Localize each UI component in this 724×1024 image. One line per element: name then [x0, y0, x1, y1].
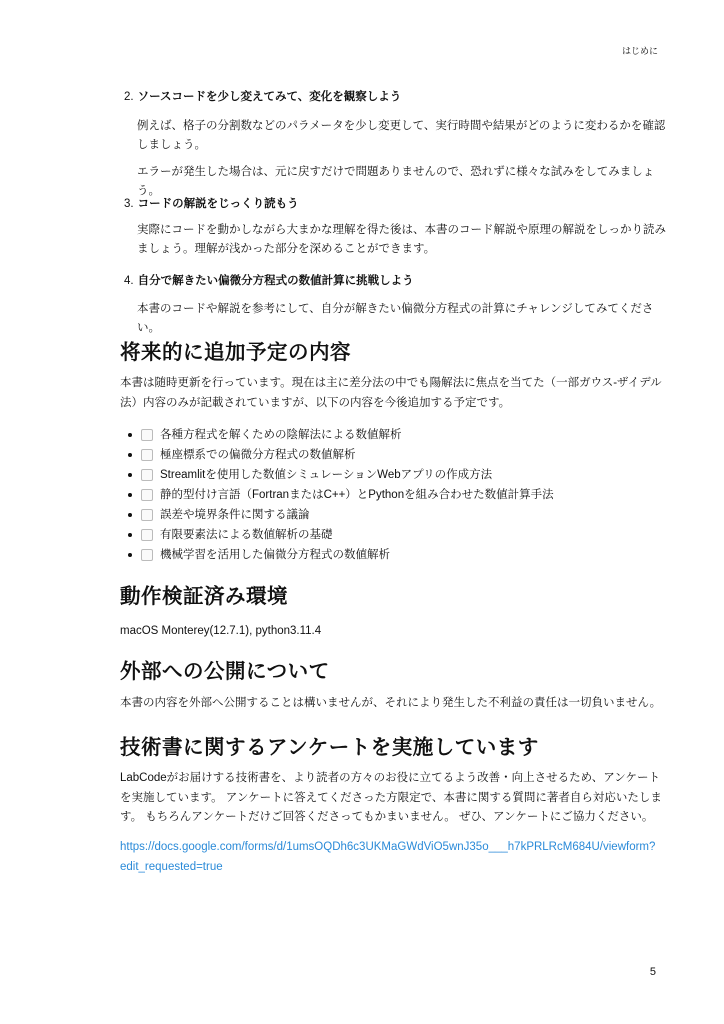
step-2-paragraph-1: 例えば、格子の分割数などのパラメータを少し変更して、実行時間や結果がどのように変わるかを確認しましょう。: [137, 120, 666, 151]
checkbox[interactable]: [141, 529, 153, 541]
env-heading: 動作検証済み環境: [120, 585, 288, 608]
step-4-title: [124, 272, 414, 288]
step-2-title: [124, 88, 401, 104]
future-heading: 将来的に追加予定の内容: [120, 341, 351, 364]
env-text: macOS Monterey(12.7.1), python3.11.4: [120, 625, 322, 637]
survey-text: LabCodeがお届けする技術書を、より読者の方々のお役に立てるよう改善・向上させるため、アンケートを実施しています。 アンケートに答えてくださった方限定で、本書に関する質問に著者自ら対応いたします。 もちろんアンケートだけご回答くださってもかまいません。 ぜひ、アンケートにご協力ください。: [120, 772, 662, 823]
step-title: 自分で解きたい偏微分方程式の数値計算に挑戦しよう: [137, 275, 414, 287]
step-3-paragraph: 実際にコードを動かしながら大まかな理解を得た後は、本書のコード解説や原理の解説をしっかり読みましょう。理解が浅かった部分を深めることができます。: [137, 224, 666, 255]
checkbox[interactable]: [141, 429, 153, 441]
list-item: [128, 485, 554, 505]
step-title: ソースコードを少し変えてみて、変化を観察しよう: [137, 91, 402, 103]
step-title: コードの解説をじっくり読もう: [137, 198, 299, 210]
list-item-label: 各種方程式を解くための陰解法による数値解析: [160, 429, 402, 441]
survey-link-line-2[interactable]: edit_requested=true: [120, 860, 223, 873]
future-list: [128, 425, 554, 565]
step-number: 4.: [124, 275, 134, 287]
bullet-icon: [128, 433, 132, 437]
checkbox[interactable]: [141, 549, 153, 561]
publish-heading: 外部への公開について: [120, 660, 330, 683]
list-item: [128, 425, 554, 445]
bullet-icon: [128, 473, 132, 477]
step-3-title: [124, 195, 299, 211]
list-item: [128, 505, 554, 525]
list-item-label: 極座標系での偏微分方程式の数値解析: [160, 449, 356, 461]
bullet-icon: [128, 453, 132, 457]
running-header: はじめに: [621, 46, 658, 56]
survey-link[interactable]: [120, 838, 670, 877]
future-intro: 本書は随時更新を行っています。現在は主に差分法の中でも陽解法に焦点を当てた（一部ガウス-ザイデル法）内容のみが記載されていますが、以下の内容を今後追加する予定です。: [120, 377, 662, 409]
list-item-label: 機械学習を活用した偏微分方程式の数値解析: [160, 549, 390, 561]
step-4-paragraph: 本書のコードや解説を参考にして、自分が解きたい偏微分方程式の計算にチャレンジしてみてください。: [137, 303, 654, 334]
list-item: [128, 525, 554, 545]
page-number: 5: [649, 966, 656, 978]
step-2-paragraph-2: エラーが発生した場合は、元に戻すだけで問題ありませんので、恐れずに様々な試みをしてみましょう。: [137, 166, 655, 197]
bullet-icon: [128, 513, 132, 517]
bullet-icon: [128, 493, 132, 497]
checkbox[interactable]: [141, 509, 153, 521]
checkbox[interactable]: [141, 489, 153, 501]
list-item-label: Streamlitを使用した数値シミュレーションWebアプリの作成方法: [160, 469, 493, 481]
step-number: 3.: [124, 198, 134, 210]
bullet-icon: [128, 553, 132, 557]
checkbox[interactable]: [141, 449, 153, 461]
list-item-label: 静的型付け言語（FortranまたはC++）とPythonを組み合わせた数値計算手法: [160, 489, 554, 501]
publish-text: 本書の内容を外部へ公開することは構いませんが、それにより発生した不利益の責任は一切負いません。: [120, 697, 662, 709]
step-number: 2.: [124, 91, 134, 103]
list-item: [128, 545, 554, 565]
survey-heading: 技術書に関するアンケートを実施しています: [120, 736, 539, 759]
list-item: [128, 465, 554, 485]
list-item: [128, 445, 554, 465]
list-item-label: 有限要素法による数値解析の基礎: [160, 529, 333, 541]
checkbox[interactable]: [141, 469, 153, 481]
survey-link-line-1[interactable]: https://docs.google.com/forms/d/1umsOQDh6c3UKMaGWdViO5wnJ35o___h7kPRLRcM684U/viewform?: [120, 841, 656, 853]
bullet-icon: [128, 533, 132, 537]
list-item-label: 誤差や境界条件に関する議論: [160, 509, 310, 521]
